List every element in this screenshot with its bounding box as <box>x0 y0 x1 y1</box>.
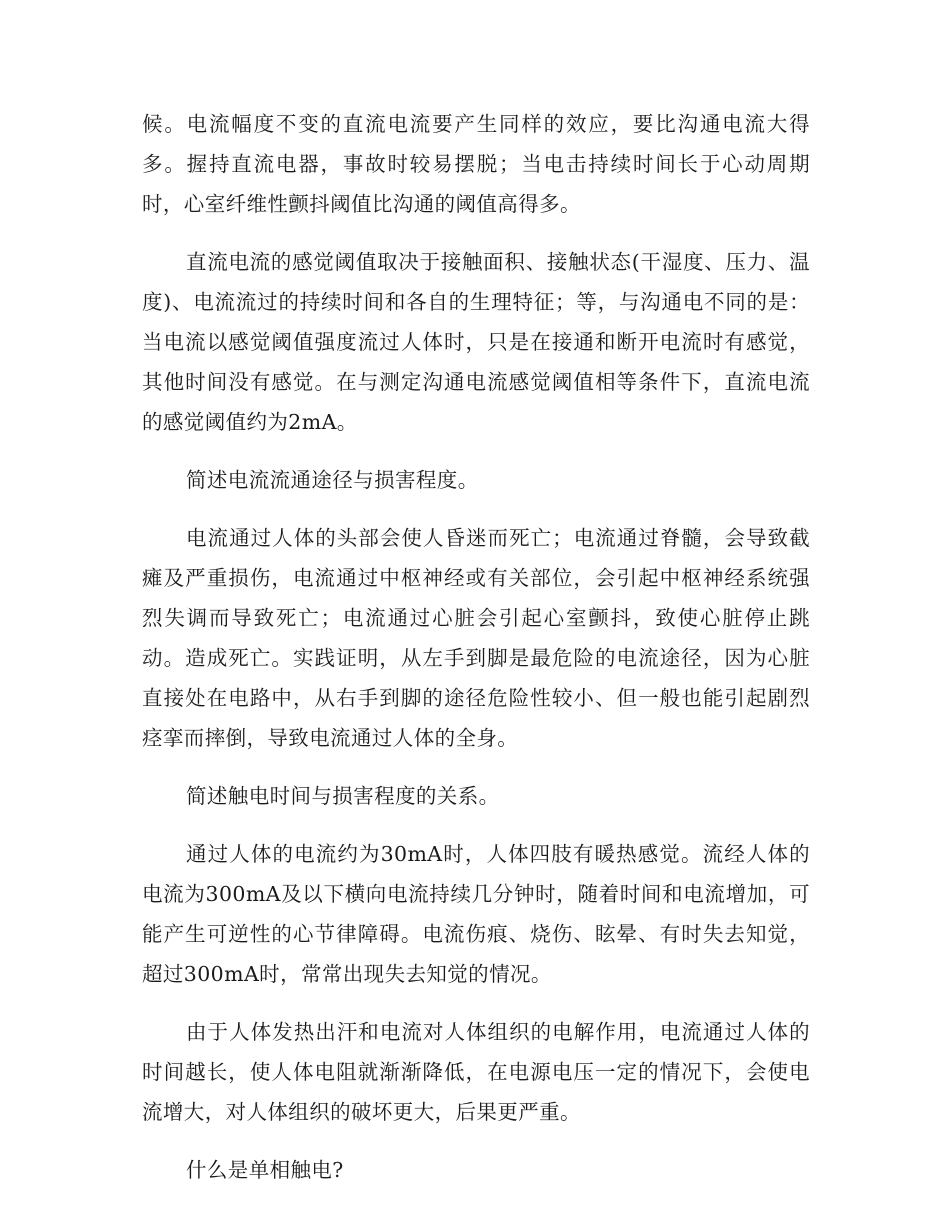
question-single-phase-shock: 什么是单相触电? <box>186 1158 344 1182</box>
question-current-path: 简述电流流通途径与损害程度。 <box>186 468 479 492</box>
paragraph-body-resistance: 由于人体发热出汗和电流对人体组织的电解作用，电流通过人体的时间越长，使人体电阻就渐渐降低，在电源电压一定的情况下，会使电流增大，对人体组织的破坏更大，后果更严重。 <box>142 1020 810 1124</box>
paragraph-dc-perception-threshold: 直流电流的感觉阈值取决于接触面积、接触状态(干湿度、压力、温度)、电流流过的持续时间和各自的生理特征；等，与沟通电不同的是：当电流以感觉阈值强度流过人体时，只是在接通和断开电流时有感觉，其他时间没有感觉。在与测定沟通电流感觉阈值相等条件下，直流电流的感觉阈值约为2mA。 <box>142 250 810 434</box>
paragraph-current-path-answer: 电流通过人体的头部会使人昏迷而死亡；电流通过脊髓，会导致截瘫及严重损伤，电流通过中枢神经或有关部位，会引起中枢神经系统强烈失调而导致死亡；电流通过心脏会引起心室颤抖，致使心脏停止跳动。造成死亡。实践证明，从左手到脚是最危险的电流途径，因为心脏直接处在电路中，从右手到脚的途径危险性较小、但一般也能引起剧烈痉挛而摔倒，导致电流通过人体的全身。 <box>142 526 810 750</box>
question-shock-duration: 简述触电时间与损害程度的关系。 <box>186 784 500 808</box>
document-page <box>142 104 810 1208</box>
paragraph-continuation: 候。电流幅度不变的直流电流要产生同样的效应，要比沟通电流大得多。握持直流电器，事故时较易摆脱；当电击持续时间长于心动周期时，心室纤维性颤抖阈值比沟通的阈值高得多。 <box>142 112 810 216</box>
paragraph-shock-duration-answer: 通过人体的电流约为30mA时，人体四肢有暖热感觉。流经人体的电流为300mA及以下横向电流持续几分钟时，随着时间和电流增加，可能产生可逆性的心节律障碍。电流伤痕、烧伤、眩晕、有时失去知觉，超过300mA时，常常出现失去知觉的情况。 <box>142 842 810 986</box>
